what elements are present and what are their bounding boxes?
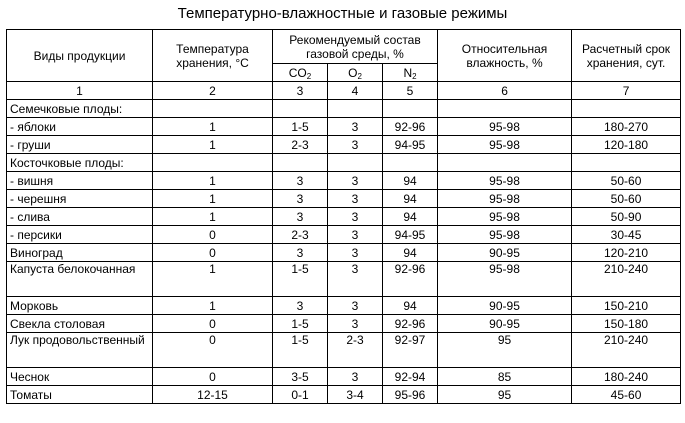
term-cell: 210-240 — [572, 262, 681, 297]
empty-cell — [153, 154, 273, 172]
co2-cell: 3 — [273, 190, 328, 208]
table-title: Температурно-влажностные и газовые режимы — [177, 5, 508, 22]
humidity-cell: 90-95 — [438, 297, 572, 315]
n2-cell: 92-96 — [383, 262, 438, 297]
n2-cell: 94 — [383, 172, 438, 190]
product-cell: Семечковые плоды: — [7, 100, 153, 118]
o2-cell: 3 — [328, 244, 383, 262]
o2-cell: 3 — [328, 368, 383, 386]
table-row — [7, 315, 681, 333]
temperature-cell: 1 — [153, 118, 273, 136]
table-row — [7, 262, 681, 297]
o2-cell: 3-4 — [328, 386, 383, 404]
term-cell: 30-45 — [572, 226, 681, 244]
temperature-cell: 1 — [153, 172, 273, 190]
column-number: 7 — [572, 82, 681, 100]
o2-cell: 3 — [328, 118, 383, 136]
temperature-cell: 0 — [153, 244, 273, 262]
empty-cell — [572, 154, 681, 172]
term-cell: 50-60 — [572, 172, 681, 190]
temperature-cell: 0 — [153, 226, 273, 244]
column-number-row — [7, 82, 681, 100]
co2-cell: 3 — [273, 244, 328, 262]
term-cell: 210-240 — [572, 333, 681, 368]
co2-cell: 1-5 — [273, 262, 328, 297]
header-product: Виды продукции — [7, 30, 153, 82]
co2-cell: 1-5 — [273, 333, 328, 368]
temperature-cell: 0 — [153, 333, 273, 368]
temperature-cell: 1 — [153, 297, 273, 315]
term-cell: 120-210 — [572, 244, 681, 262]
humidity-cell: 95-98 — [438, 262, 572, 297]
empty-cell — [383, 154, 438, 172]
term-cell: 50-60 — [572, 190, 681, 208]
humidity-cell: 95 — [438, 386, 572, 404]
humidity-cell: 95-98 — [438, 226, 572, 244]
n2-cell: 92-96 — [383, 315, 438, 333]
temperature-cell: 1 — [153, 190, 273, 208]
table-row — [7, 172, 681, 190]
term-cell: 150-180 — [572, 315, 681, 333]
temperature-cell: 0 — [153, 368, 273, 386]
n2-cell: 92-96 — [383, 118, 438, 136]
product-cell: Виноград — [7, 244, 153, 262]
table-row — [7, 297, 681, 315]
temperature-cell: 12-15 — [153, 386, 273, 404]
table-row — [7, 118, 681, 136]
term-cell: 45-60 — [572, 386, 681, 404]
header-term: Расчетный срок хранения, сут. — [572, 30, 681, 82]
product-cell: - черешня — [7, 190, 153, 208]
empty-cell — [273, 100, 328, 118]
co2-cell: 2-3 — [273, 136, 328, 154]
table-row — [7, 333, 681, 368]
co2-cell: 3 — [273, 172, 328, 190]
group-row — [7, 100, 681, 118]
o2-cell: 3 — [328, 297, 383, 315]
humidity-cell: 95-98 — [438, 118, 572, 136]
o2-cell: 3 — [328, 208, 383, 226]
temperature-cell: 0 — [153, 315, 273, 333]
co2-cell: 1-5 — [273, 315, 328, 333]
n2-cell: 94-95 — [383, 226, 438, 244]
table-row — [7, 386, 681, 404]
n2-cell: 94 — [383, 208, 438, 226]
table-row — [7, 190, 681, 208]
column-number: 4 — [328, 82, 383, 100]
co2-cell: 3-5 — [273, 368, 328, 386]
empty-cell — [383, 100, 438, 118]
empty-cell — [438, 100, 572, 118]
n2-cell: 94-95 — [383, 136, 438, 154]
empty-cell — [438, 154, 572, 172]
header-humidity: Относительная влажность, % — [438, 30, 572, 82]
product-cell: - яблоки — [7, 118, 153, 136]
column-number: 2 — [153, 82, 273, 100]
o2-cell: 3 — [328, 136, 383, 154]
temperature-cell: 1 — [153, 262, 273, 297]
term-cell: 150-210 — [572, 297, 681, 315]
o2-cell: 2-3 — [328, 333, 383, 368]
humidity-cell: 95-98 — [438, 136, 572, 154]
temperature-cell: 1 — [153, 136, 273, 154]
header-temperature: Температура хранения, °С — [153, 30, 273, 82]
humidity-cell: 85 — [438, 368, 572, 386]
table-row — [7, 208, 681, 226]
empty-cell — [328, 154, 383, 172]
term-cell: 50-90 — [572, 208, 681, 226]
humidity-cell: 95-98 — [438, 208, 572, 226]
n2-cell: 95-96 — [383, 386, 438, 404]
temperature-cell: 1 — [153, 208, 273, 226]
co2-cell: 3 — [273, 297, 328, 315]
humidity-cell: 95 — [438, 333, 572, 368]
term-cell: 180-240 — [572, 368, 681, 386]
product-cell: Морковь — [7, 297, 153, 315]
table-row — [7, 244, 681, 262]
header-gas: Рекомендуемый состав газовой среды, % — [273, 30, 438, 64]
o2-cell: 3 — [328, 226, 383, 244]
humidity-cell: 95-98 — [438, 172, 572, 190]
product-cell: Чеснок — [7, 368, 153, 386]
n2-cell: 92-97 — [383, 333, 438, 368]
n2-cell: 94 — [383, 190, 438, 208]
o2-cell: 3 — [328, 190, 383, 208]
n2-cell: 94 — [383, 297, 438, 315]
humidity-cell: 95-98 — [438, 190, 572, 208]
product-cell: - слива — [7, 208, 153, 226]
n2-cell: 92-94 — [383, 368, 438, 386]
product-cell: - груши — [7, 136, 153, 154]
empty-cell — [153, 100, 273, 118]
product-cell: Томаты — [7, 386, 153, 404]
term-cell: 120-180 — [572, 136, 681, 154]
empty-cell — [572, 100, 681, 118]
column-number: 1 — [7, 82, 153, 100]
product-cell: Свекла столовая — [7, 315, 153, 333]
product-cell: Лук продовольственный — [7, 333, 153, 368]
n2-cell: 94 — [383, 244, 438, 262]
table-row — [7, 226, 681, 244]
o2-cell: 3 — [328, 262, 383, 297]
co2-cell: 1-5 — [273, 118, 328, 136]
co2-cell: 2-3 — [273, 226, 328, 244]
table-row — [7, 136, 681, 154]
empty-cell — [273, 154, 328, 172]
product-cell: Капуста белокочанная — [7, 262, 153, 297]
product-cell: Косточковые плоды: — [7, 154, 153, 172]
humidity-cell: 90-95 — [438, 315, 572, 333]
humidity-cell: 90-95 — [438, 244, 572, 262]
co2-cell: 0-1 — [273, 386, 328, 404]
header-n2: $N_2$ — [383, 64, 438, 82]
o2-cell: 3 — [328, 315, 383, 333]
product-cell: - персики — [7, 226, 153, 244]
o2-cell: 3 — [328, 172, 383, 190]
column-number: 3 — [273, 82, 328, 100]
column-number: 6 — [438, 82, 572, 100]
table-row — [7, 368, 681, 386]
group-row — [7, 154, 681, 172]
term-cell: 180-270 — [572, 118, 681, 136]
empty-cell — [328, 100, 383, 118]
storage-regimes-table — [6, 29, 681, 404]
header-o2: $O_2$ — [328, 64, 383, 82]
co2-cell: 3 — [273, 208, 328, 226]
column-number: 5 — [383, 82, 438, 100]
product-cell: - вишня — [7, 172, 153, 190]
header-co2: $CO_2$ — [273, 64, 328, 82]
